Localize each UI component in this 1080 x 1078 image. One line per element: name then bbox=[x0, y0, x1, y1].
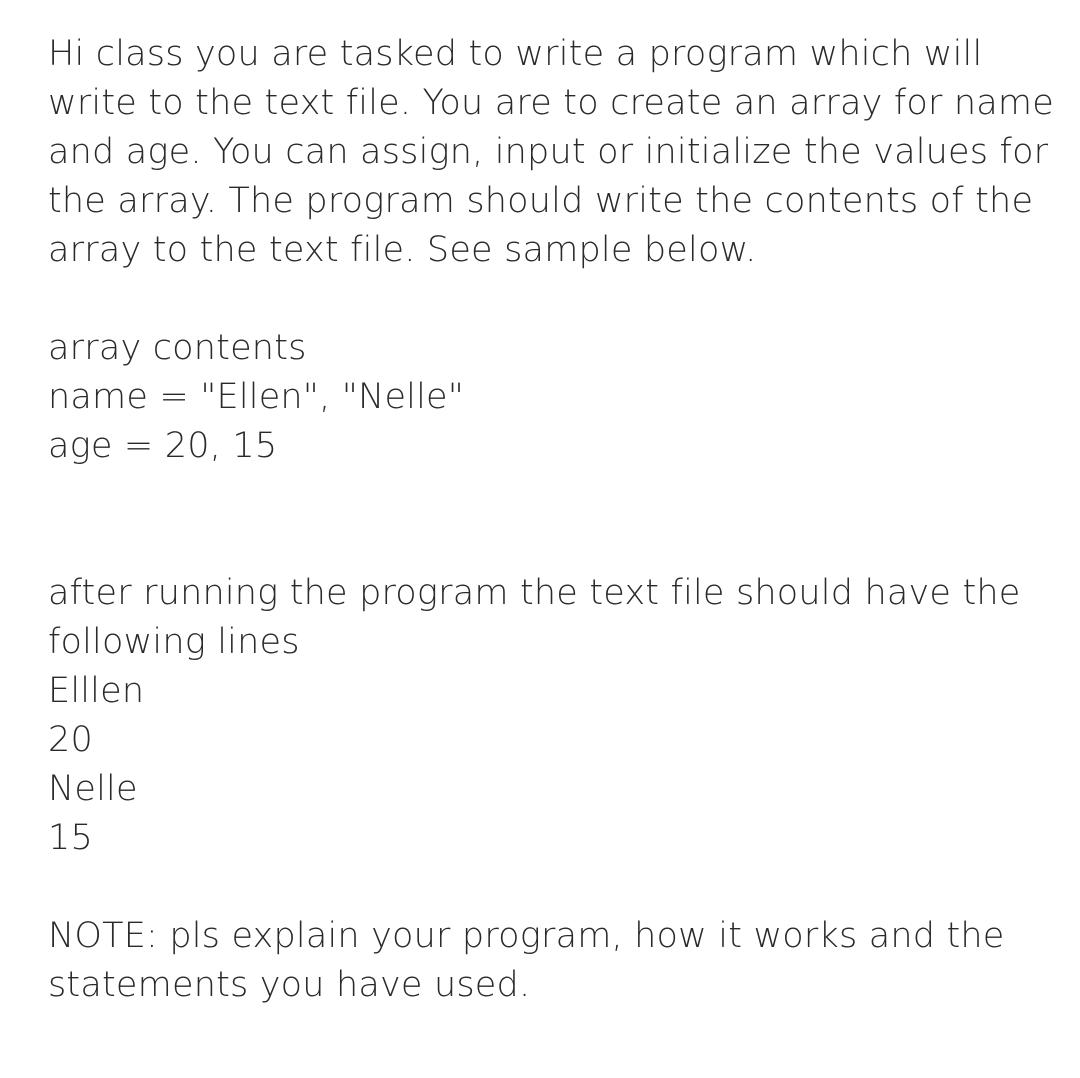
note-line-1: NOTE: pls explain your program, how it works and the bbox=[48, 916, 1005, 956]
output-line-2: 20 bbox=[48, 720, 93, 760]
assignment-document bbox=[48, 30, 1054, 1010]
intro-line-1: Hi class you are tasked to write a program which will bbox=[48, 34, 983, 74]
intro-line-4: the array. The program should write the contents of the bbox=[48, 181, 1034, 221]
spacer bbox=[48, 520, 1048, 569]
array-name-line: name = "Ellen", "Nelle" bbox=[48, 377, 465, 417]
array-age-line: age = 20, 15 bbox=[48, 426, 278, 466]
output-intro-line-2: following lines bbox=[48, 622, 300, 662]
intro-line-3: and age. You can assign, input or initialize the values for bbox=[48, 132, 1049, 172]
note-line-2: statements you have used. bbox=[48, 965, 531, 1005]
output-line-3: Nelle bbox=[48, 769, 138, 809]
intro-line-5: array to the text file. See sample below. bbox=[48, 230, 757, 270]
output-line-4: 15 bbox=[48, 818, 93, 858]
spacer bbox=[48, 863, 1048, 912]
output-intro-line-1: after running the program the text file should have the bbox=[48, 573, 1021, 613]
intro-line-2: write to the text file. You are to create an array for name bbox=[48, 83, 1054, 123]
array-contents-heading: array contents bbox=[48, 328, 307, 368]
spacer bbox=[48, 275, 1048, 324]
spacer bbox=[48, 471, 1048, 520]
output-line-1: Elllen bbox=[48, 671, 145, 711]
